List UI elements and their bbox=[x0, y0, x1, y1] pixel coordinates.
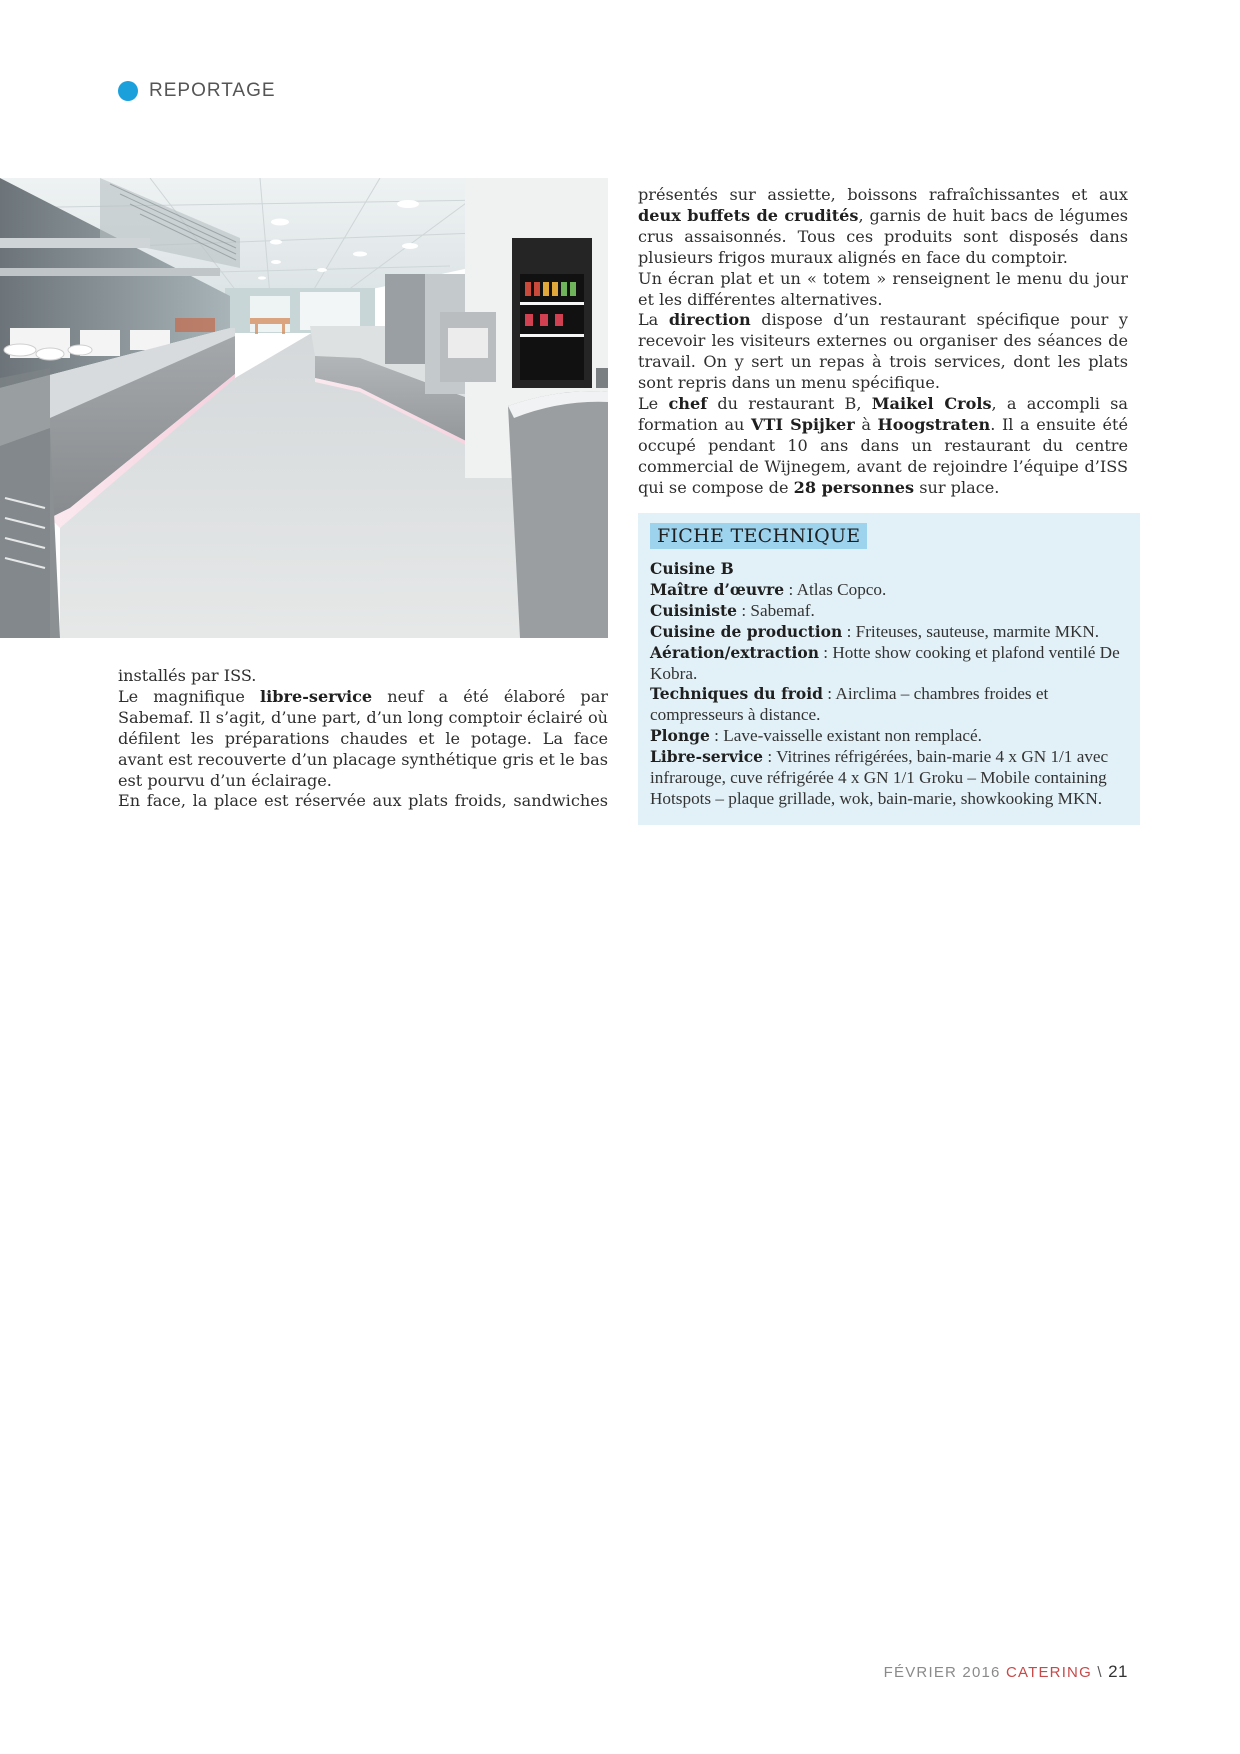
page-footer bbox=[884, 1662, 1128, 1682]
left-text-column bbox=[118, 666, 608, 812]
fiche-body bbox=[650, 559, 1128, 810]
footer-date: FÉVRIER 2016 bbox=[883, 1664, 1006, 1681]
right-text-column bbox=[638, 185, 1128, 499]
fiche-row: Libre-service : Vitrines réfrigérées, bain-marie 4 x GN 1/1 avec infrarouge, cuve réfrigérée 4 x GN 1/1 Groku – Mobile containing Hotspots – plaque grillade, wok, bain-marie, showkooking MKN. bbox=[650, 747, 1109, 808]
section-label: REPORTAGE bbox=[149, 80, 276, 101]
right-paragraph-1: présentés sur assiette, boissons rafraîchissantes et aux deux buffets de crudités, garnis de huit bacs de légumes crus assaisonnés. Tous ces produits sont disposés dans plusieurs frigos muraux alignés en face du comptoir. bbox=[638, 185, 1128, 267]
fiche-row: Techniques du froid : Airclima – chambres froides et compresseurs à distance. bbox=[650, 684, 1049, 725]
fiche-technique-box bbox=[638, 513, 1140, 825]
fiche-row: Cuisiniste : Sabemaf. bbox=[650, 600, 815, 620]
fiche-row: Aération/extraction : Hotte show cooking et plafond ventilé De Kobra. bbox=[650, 642, 1120, 683]
fiche-heading: Cuisine B bbox=[650, 559, 734, 578]
footer-separator: \ bbox=[1091, 1664, 1109, 1681]
right-paragraph-2: Un écran plat et un « totem » renseignent le menu du jour et les différentes alternatives. bbox=[638, 268, 1128, 309]
section-header bbox=[118, 80, 276, 102]
right-paragraph-3: La direction dispose d’un restaurant spécifique pour y recevoir les visiteurs externes ou organiser des séances de travail. On y sert un repas à trois services, dont les plats sont repris dans un menu spécifique. bbox=[638, 310, 1128, 393]
fiche-row: Plonge : Lave-vaisselle existant non remplacé. bbox=[650, 726, 982, 746]
right-paragraph-4: Le chef du restaurant B, Maikel Crols, a accompli sa formation au VTI Spijker à Hoogstraten. Il a ensuite été occupé pendant 10 ans dans un restaurant du centre commercial de Wijnegem, avant de rejoindre l’équipe d’ISS qui se compose de 28 personnes sur place. bbox=[638, 394, 1128, 497]
section-dot-icon bbox=[118, 81, 138, 101]
cafeteria-photo bbox=[0, 178, 608, 638]
page-number: 21 bbox=[1108, 1662, 1128, 1681]
fiche-title: FICHE TECHNIQUE bbox=[650, 523, 867, 549]
footer-magazine: CATERING bbox=[1005, 1664, 1092, 1681]
left-paragraph-1: installés par ISS. bbox=[118, 666, 257, 685]
fiche-row: Maître d’œuvre : Atlas Copco. bbox=[650, 579, 887, 599]
left-paragraph-2: Le magnifique libre-service neuf a été élaboré par Sabemaf. Il s’agit, d’une part, d’un long comptoir éclairé où défilent les préparations chaudes et le potage. La face avant est recouverte d’un placage synthétique gris et le bas est pourvu d’un éclairage. bbox=[118, 686, 609, 790]
fiche-row: Cuisine de production : Friteuses, sauteuse, marmite MKN. bbox=[650, 621, 1100, 641]
left-paragraph-3: En face, la place est réservée aux plats froids, sandwiches bbox=[118, 791, 608, 811]
